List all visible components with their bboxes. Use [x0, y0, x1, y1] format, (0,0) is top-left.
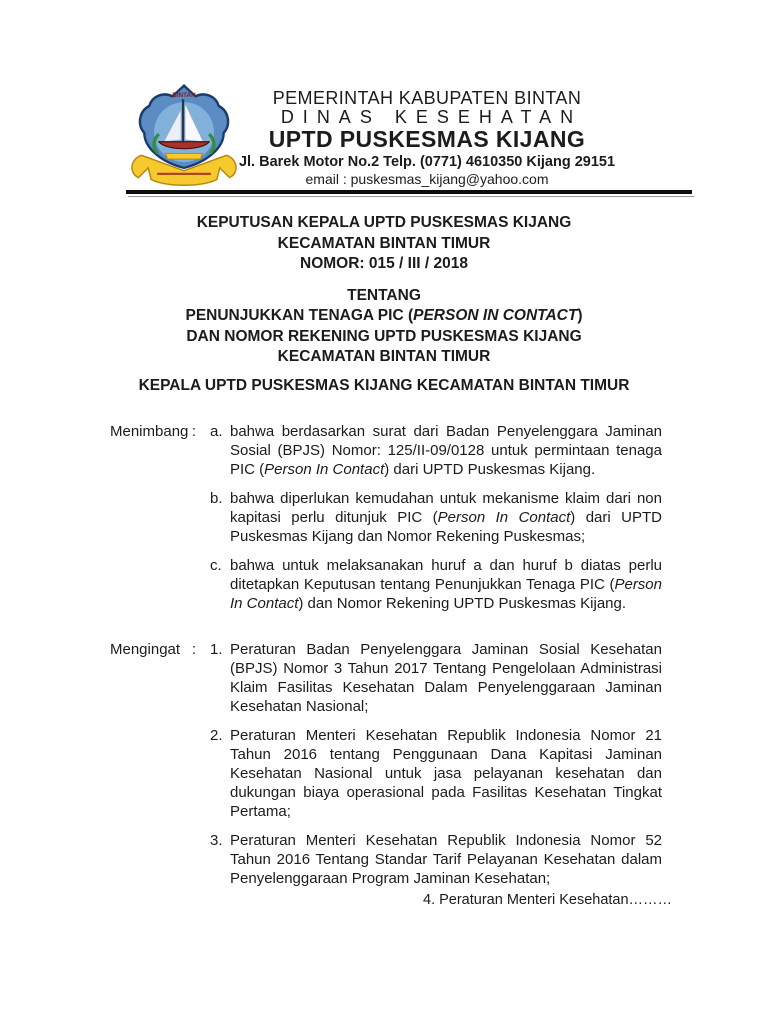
item-marker: c. [210, 557, 222, 574]
menimbang-item-c [210, 556, 662, 613]
menimbang-label: Menimbang [110, 423, 189, 440]
item-text-italic: Person In Contact [230, 576, 662, 612]
decision-heading [0, 213, 768, 368]
menimbang-item-a [210, 422, 662, 479]
mengingat-colon: : [191, 641, 196, 658]
menimbang-items [210, 422, 662, 613]
decision-number: NOMOR: 015 / III / 2018 [300, 255, 468, 272]
item-text [230, 489, 662, 546]
item-text-post: ) dan Nomor Rekening UPTD Puskesmas Kijang. [298, 595, 627, 612]
item-text: Peraturan Menteri Kesehatan Republik Indonesia Nomor 52 Tahun 2016 Tentang Standar Tarif Pelayanan Kesehatan dalam Penyelenggaraan Program Jaminan Kesehatan; [230, 832, 662, 887]
item-text-pre: bahwa diperlukan kemudahan untuk mekanisme klaim dari non kapitasi perlu ditunjuk PIC ( [230, 490, 662, 526]
mengingat-item-1 [210, 640, 662, 716]
department-name: DINAS KESEHATAN [280, 107, 583, 127]
decision-title-line1: KEPUTUSAN KEPALA UPTD PUSKESMAS KIJANG [196, 214, 572, 231]
menimbang-section [110, 422, 662, 613]
subject-line2: DAN NOMOR REKENING UPTD PUSKESMAS KIJANG [186, 327, 582, 345]
logo-text: BINTAN [172, 91, 196, 99]
subject-pre: PENUNJUKKAN TENAGA PIC ( [185, 307, 414, 324]
mengingat-item-3 [210, 831, 662, 888]
spacer [0, 275, 768, 286]
item-marker: 2. [210, 727, 223, 744]
logo-motto-mark [157, 173, 211, 175]
subject-line1 [0, 306, 768, 327]
item-text [230, 556, 662, 613]
page-catchword: 4. Peraturan Menteri Kesehatan……… [423, 892, 673, 908]
item-text-pre: bahwa untuk melaksanakan huruf a dan huruf b diatas perlu ditetapkan Keputusan tentang Penunjukkan Tenaga PIC ( [230, 557, 662, 593]
unit-name: UPTD PUSKESMAS KIJANG [268, 126, 586, 152]
mengingat-item-2 [210, 726, 662, 821]
issuer-line: KEPALA UPTD PUSKESMAS KIJANG KECAMATAN BINTAN TIMUR [138, 377, 630, 394]
item-text-italic: Person In Contact [264, 461, 385, 478]
subject-post: ) [577, 307, 583, 324]
item-text: Peraturan Menteri Kesehatan Republik Indonesia Nomor 21 Tahun 2016 tentang Penggunaan Dana Kapitasi Jaminan Kesehatan Nasional untuk jasa pelayanan kesehatan dan dukungan biaya operasional pada Fasilitas Kesehatan Tingkat Pertama; [230, 727, 662, 820]
item-marker: 1. [210, 641, 223, 658]
address-line: Jl. Barek Motor No.2 Telp. (0771) 4610350 Kijang 29151 [238, 154, 616, 170]
item-text-italic: Person In Contact [437, 509, 571, 526]
subject-italic: PERSON IN CONTACT [413, 307, 578, 324]
item-marker: b. [210, 490, 223, 507]
item-text-pre: bahwa berdasarkan surat dari Badan Penyelenggara Jaminan Sosial (BPJS) Nomor: 125/II-09/0128 untuk permintaan tenaga PIC ( [230, 423, 662, 478]
mengingat-label: Mengingat [110, 641, 181, 658]
subject-line3: KECAMATAN BINTAN TIMUR [277, 348, 491, 365]
email-line: email : puskesmas_kijang@yahoo.com [305, 171, 549, 187]
item-text [230, 422, 662, 479]
item-marker: a. [210, 423, 223, 440]
mengingat-items [210, 640, 662, 888]
menimbang-item-b [210, 489, 662, 546]
mengingat-label-group [110, 640, 210, 888]
letterhead [222, 89, 632, 188]
tentang-label: TENTANG [347, 286, 421, 304]
mengingat-section [110, 640, 662, 888]
item-text-post: ) dari UPTD Puskesmas Kijang. [384, 461, 596, 478]
item-text: Peraturan Badan Penyelenggara Jaminan Sosial Kesehatan (BPJS) Nomor 3 Tahun 2017 Tentang Pengelolaan Administrasi Klaim Fasilitas Kesehatan Dalam Penyelenggaraan Jaminan Kesehatan Nasional; [230, 641, 662, 715]
item-marker: 3. [210, 832, 223, 849]
government-name: PEMERINTAH KABUPATEN BINTAN [272, 88, 582, 108]
menimbang-label-group [110, 422, 210, 613]
menimbang-colon: : [191, 423, 196, 440]
decision-title-line2: KECAMATAN BINTAN TIMUR [277, 234, 491, 252]
letterhead-divider [126, 190, 692, 194]
item-text-post: ) dari UPTD Puskesmas Kijang dan Nomor Rekening Puskesmas; [230, 509, 662, 545]
logo-inner-banner [166, 153, 203, 159]
